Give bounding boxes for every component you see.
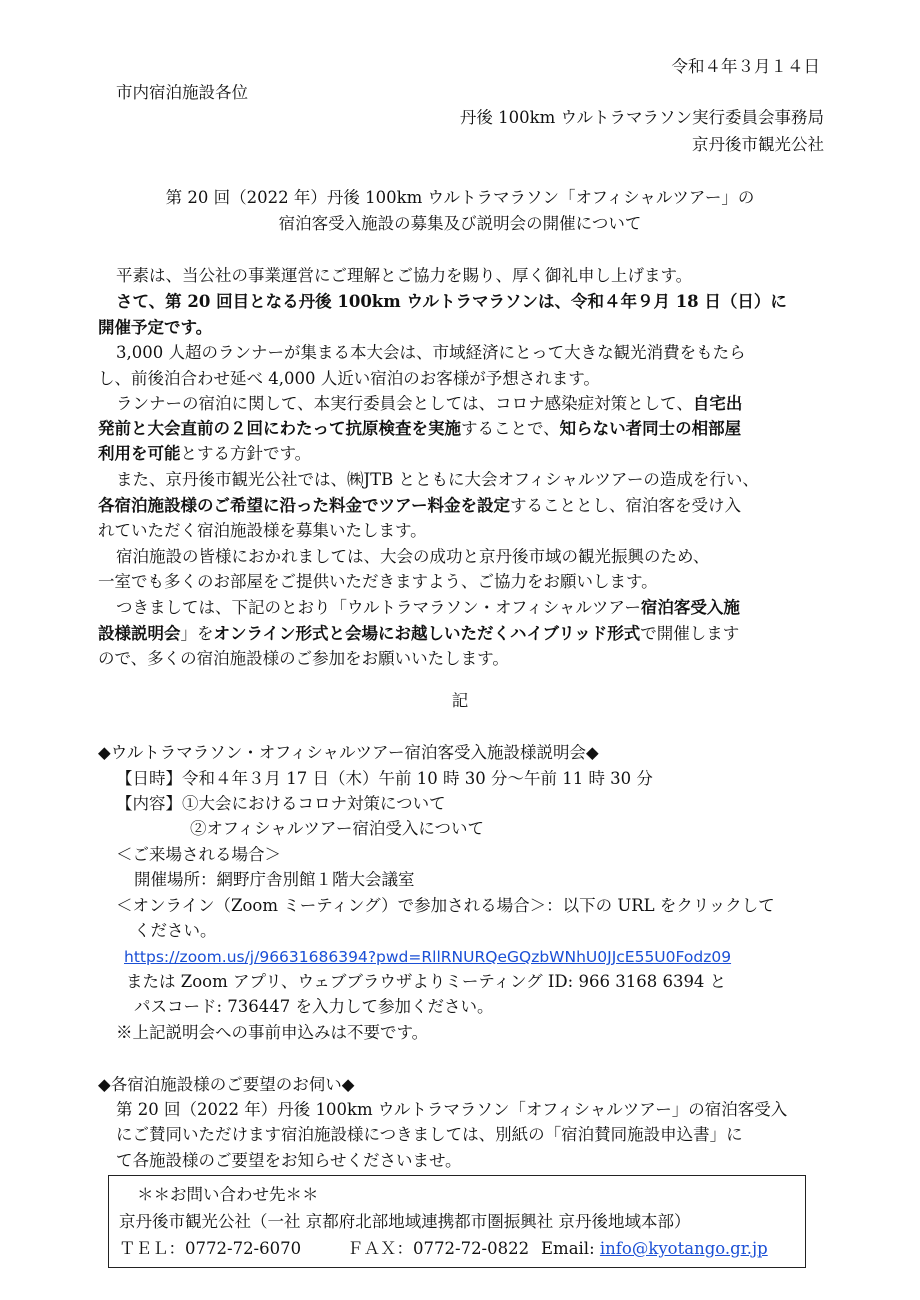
expected-guests-line1: 3,000 人超のランナーが集まる本大会は、市域経済にとって大きな観光消費をもたら bbox=[116, 343, 746, 362]
document-date: 令和４年３月１４日 bbox=[671, 57, 820, 76]
contact-fax: ＦＡＸ：0772-72-0822 bbox=[347, 1239, 530, 1258]
venue-location: 開催場所：網野庁舎別館１階大会議室 bbox=[134, 870, 415, 889]
request-line1: 宿泊施設の皆様におかれましては、大会の成功と京丹後市域の観光振興のため、 bbox=[116, 547, 710, 566]
zoom-meeting-link-row bbox=[124, 946, 731, 968]
online-instructions-line1: ＜オンライン（Zoom ミーティング）で参加される場合＞：以下の URL をクリックして bbox=[116, 896, 775, 915]
venue-header: ＜ご来場される場合＞ bbox=[116, 845, 281, 864]
covid-policy-line1: ランナーの宿泊に関して、本実行委員会としては、コロナ感染症対策として、自宅出 bbox=[116, 394, 743, 413]
contact-title: ＊＊お問い合わせ先＊＊ bbox=[137, 1185, 319, 1204]
contact-box bbox=[108, 1175, 806, 1268]
event-announcement-line1: さて、第 20 回目となる丹後 100km ウルトラマラソンは、令和４年９月 18 日（日）に bbox=[116, 292, 787, 311]
briefing-notice-line2: 設様説明会」をオンライン形式と会場にお越しいただくハイブリッド形式で開催します bbox=[98, 624, 740, 643]
briefing-content-2: ②オフィシャルツアー宿泊受入について bbox=[190, 819, 485, 838]
expected-guests-line2: し、前後泊合わせ延べ 4,000 人近い宿泊のお客様が予想されます。 bbox=[98, 369, 600, 388]
sender-name: 京丹後市観光公社 bbox=[692, 135, 824, 154]
zoom-passcode: パスコード: 736447 を入力して参加ください。 bbox=[134, 997, 494, 1016]
contact-email-row bbox=[541, 1238, 768, 1260]
event-announcement-line2: 開催予定です。 bbox=[98, 318, 213, 337]
contact-email-link[interactable]: info@kyotango.gr.jp bbox=[599, 1239, 768, 1258]
document-title-line1: 第 20 回（2022 年）丹後 100km ウルトラマラソン「オフィシャルツアー」の bbox=[165, 188, 755, 207]
briefing-heading: ◆ウルトラマラソン・オフィシャルツアー宿泊客受入施設様説明会◆ bbox=[98, 743, 599, 762]
greeting-paragraph: 平素は、当公社の事業運営にご理解とご協力を賜り、厚く御礼申し上げます。 bbox=[116, 266, 693, 285]
zoom-meeting-link[interactable]: https://zoom.us/j/96631686394?pwd=RllRNURQeGQzbWNhU0JJcE55U0Fodz09 bbox=[124, 948, 732, 966]
briefing-content-1: 【内容】①大会におけるコロナ対策について bbox=[116, 794, 446, 813]
contact-tel: ＴＥＬ：0772-72-6070 bbox=[119, 1239, 302, 1258]
request-line2: 一室でも多くのお部屋をご提供いただきますよう、ご協力をお願いします。 bbox=[98, 572, 658, 591]
document-title-line2: 宿泊客受入施設の募集及び説明会の開催について bbox=[278, 214, 642, 233]
online-instructions-line2: ください。 bbox=[134, 921, 217, 940]
contact-email-label: Email: bbox=[541, 1239, 595, 1258]
sender-organization: 丹後 100km ウルトラマラソン実行委員会事務局 bbox=[459, 108, 824, 127]
briefing-notice-line1: つきましては、下記のとおり「ウルトラマラソン・オフィシャルツアー宿泊客受入施 bbox=[116, 598, 740, 617]
tour-recruitment-line2: 各宿泊施設様のご希望に沿った料金でツアー料金を設定することとし、宿泊客を受け入 bbox=[98, 496, 742, 515]
briefing-datetime: 【日時】令和４年３月 17 日（木）午前 10 時 30 分～午前 11 時 30 分 bbox=[116, 769, 653, 788]
recipient: 市内宿泊施設各位 bbox=[116, 83, 248, 102]
no-registration-note: ※上記説明会への事前申込みは不要です。 bbox=[116, 1023, 429, 1042]
tour-recruitment-line1: また、京丹後市観光公社では、㈱JTB とともに大会オフィシャルツアーの造成を行い、 bbox=[116, 470, 759, 489]
contact-organization: 京丹後市観光公社（一社 京都府北部地域連携都市圏振興社 京丹後地域本部） bbox=[119, 1212, 691, 1231]
covid-policy-line2: 発前と大会直前の２回にわたって抗原検査を実施することで、知らない者同士の相部屋 bbox=[98, 419, 742, 438]
tour-recruitment-line3: れていただく宿泊施設様を募集いたします。 bbox=[98, 521, 427, 540]
zoom-meeting-id: または Zoom アプリ、ウェブブラウザよりミーティング ID: 966 3168 6394 と bbox=[126, 972, 727, 991]
covid-policy-line3: 利用を可能とする方針です。 bbox=[98, 444, 312, 463]
briefing-notice-line3: ので、多くの宿泊施設様のご参加をお願いいたします。 bbox=[98, 649, 509, 668]
preferences-text-line1: 第 20 回（2022 年）丹後 100km ウルトラマラソン「オフィシャルツアー」の宿泊客受入 bbox=[116, 1100, 788, 1119]
preferences-heading: ◆各宿泊施設様のご要望のお伺い◆ bbox=[98, 1075, 355, 1094]
ki-marker: 記 bbox=[451, 691, 469, 710]
preferences-text-line3: て各施設様のご要望をお知らせくださいませ。 bbox=[116, 1151, 462, 1170]
preferences-text-line2: にご賛同いただけます宿泊施設様につきましては、別紙の「宿泊賛同施設申込書」に bbox=[116, 1125, 743, 1144]
